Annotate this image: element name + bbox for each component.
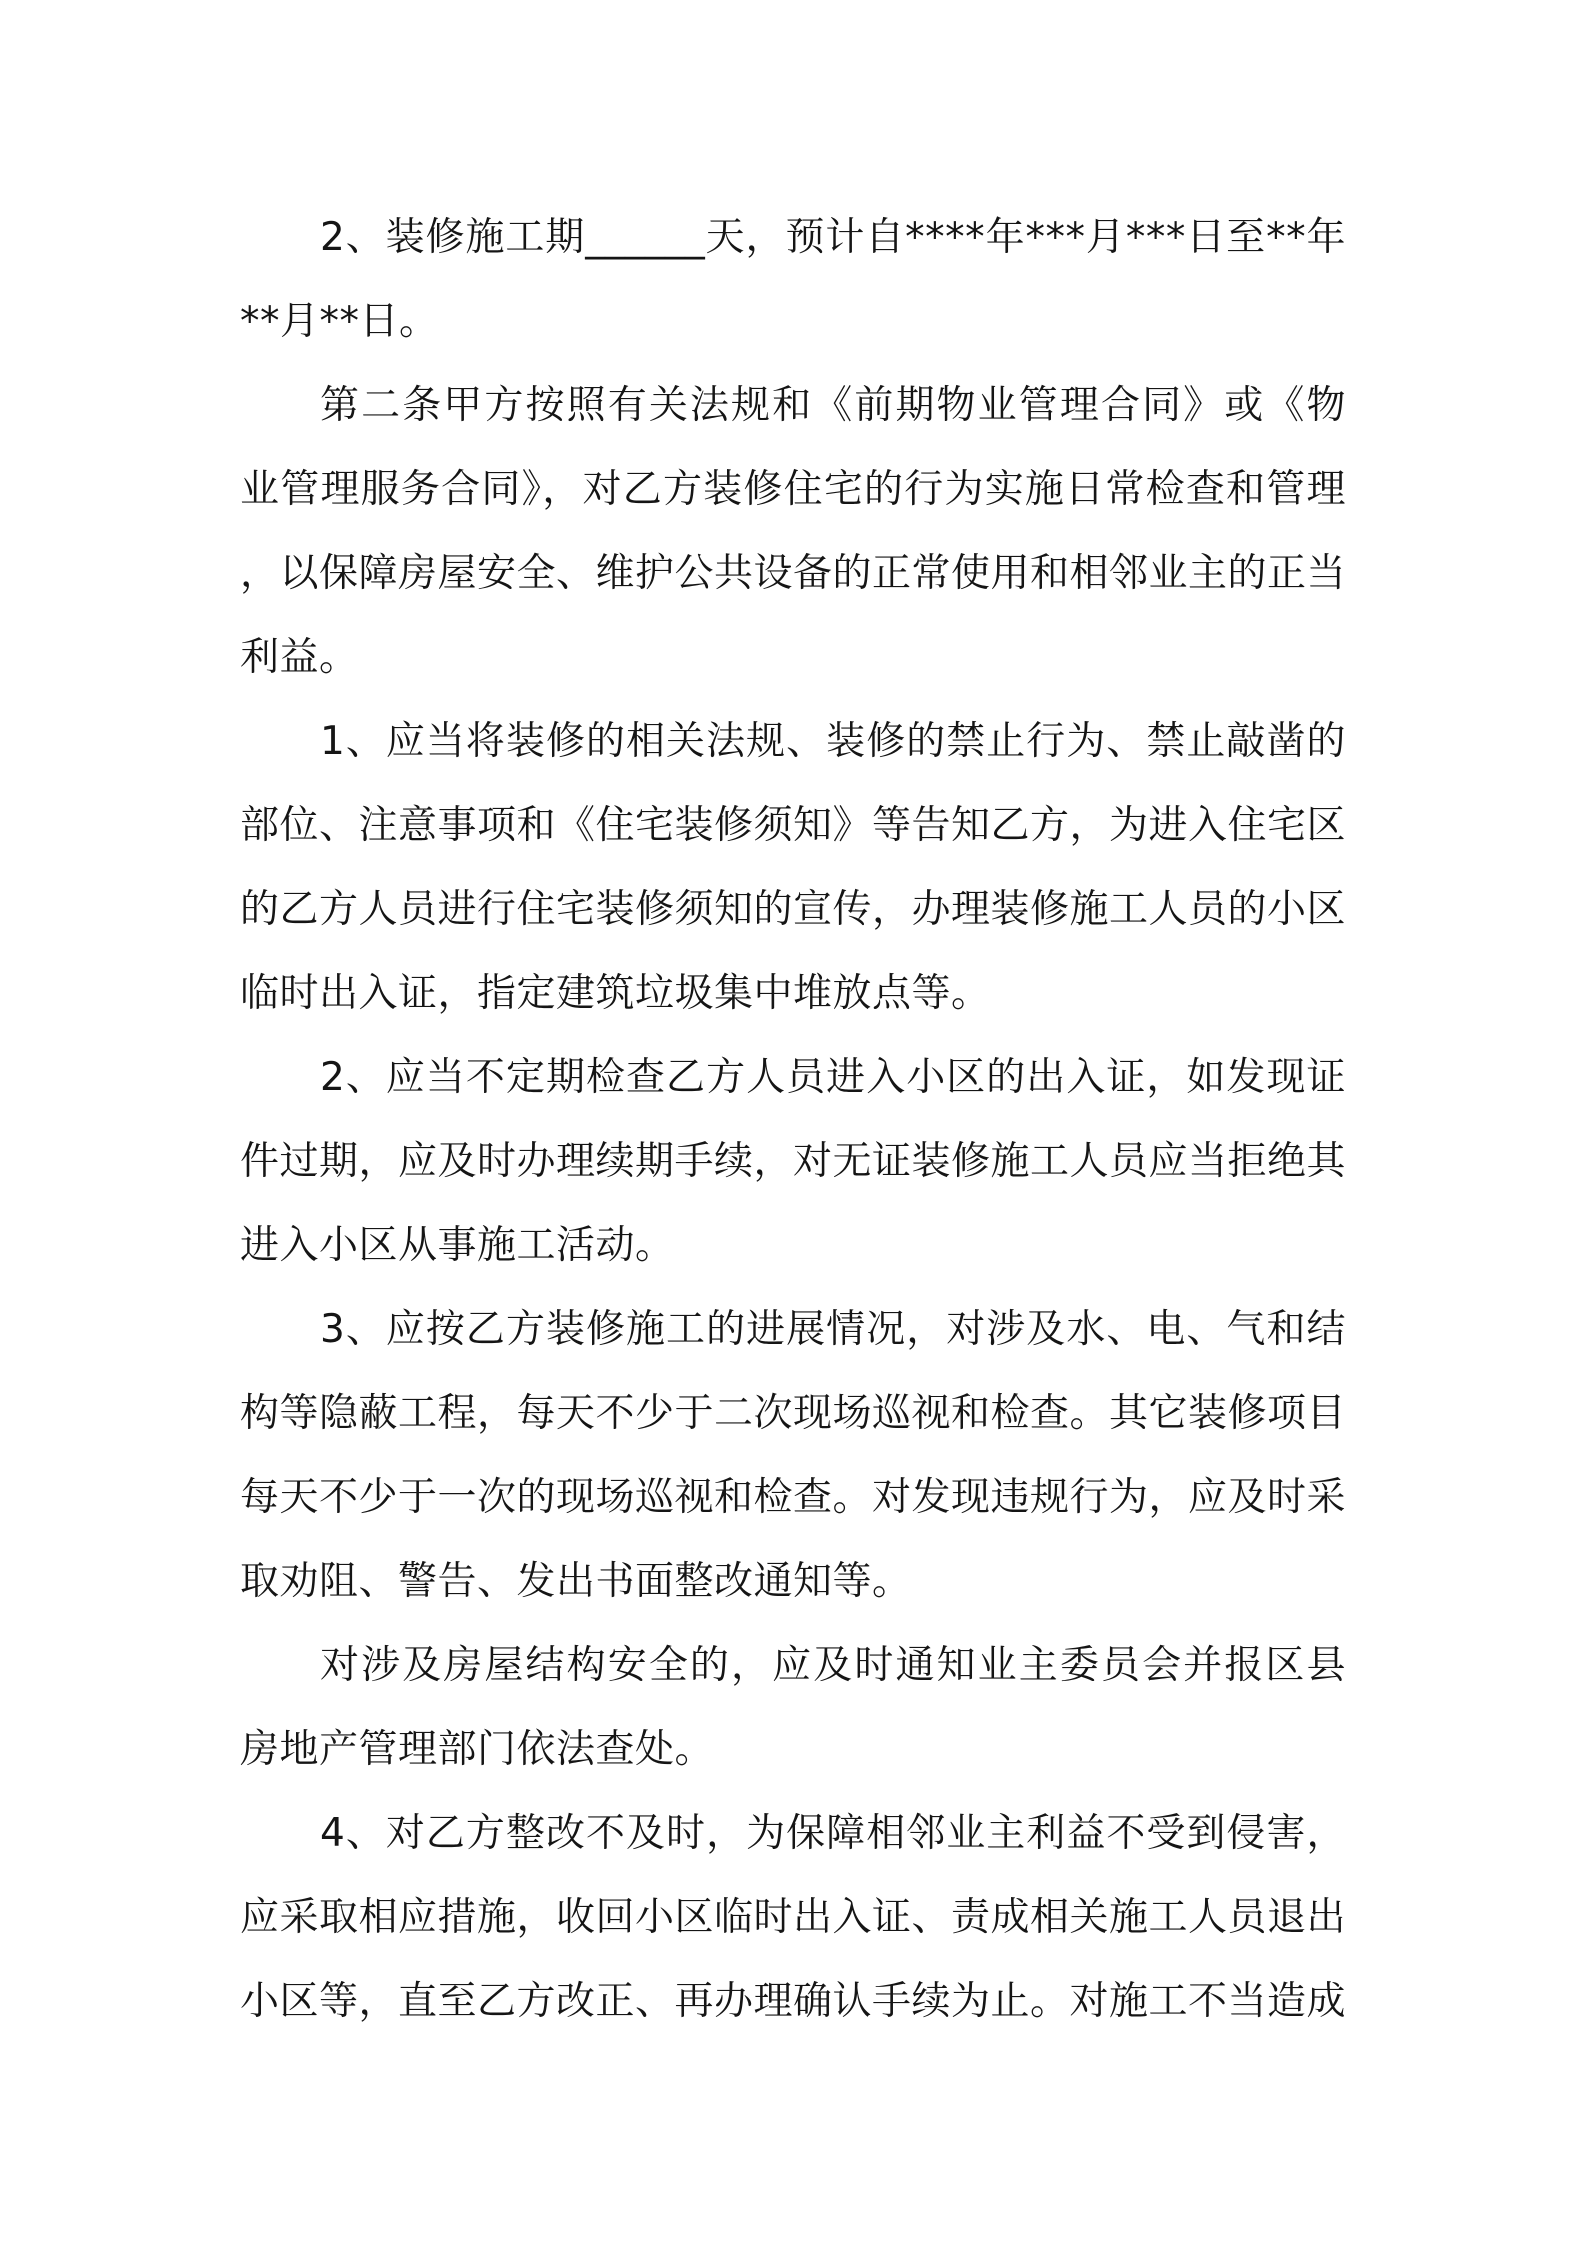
paragraph-item-2-pass-inspection: 2、应当不定期检查乙方人员进入小区的出入证，如发现证件过期，应及时办理续期手续，对无证装修施工人员应当拒绝其进入小区从事施工活动。 [240,1055,1347,1268]
paragraph-item-3-site-inspection: 3、应按乙方装修施工的进展情况，对涉及水、电、气和结构等隐蔽工程，每天不少于二次现场巡视和检查。其它装修项目每天不少于一次的现场巡视和检查。对发现违规行为，应及时采取劝阻、警告、发出书面整改通知等。 [240,1307,1347,1604]
paragraph-construction-period: 2、装修施工期______天，预计自****年***月***日至**年**月**日。 [240,215,1346,344]
paragraph-article-two: 第二条甲方按照有关法规和《前期物业管理合同》或《物业管理服务合同》，对乙方装修住宅的行为实施日常检查和管理，以保障房屋安全、维护公共设备的正常使用和相邻业主的正当利益。 [240,383,1347,680]
document-body [240,196,1346,2044]
paragraph-item-1-notification: 1、应当将装修的相关法规、装修的禁止行为、禁止敲凿的部位、注意事项和《住宅装修须知》等告知乙方，为进入住宅区的乙方人员进行住宅装修须知的宣传，办理装修施工人员的小区临时出入证，指定建筑垃圾集中堆放点等。 [240,719,1347,1016]
paragraph-structural-safety: 对涉及房屋结构安全的，应及时通知业主委员会并报区县房地产管理部门依法查处。 [240,1643,1346,1772]
paragraph-item-4-rectification: 4、对乙方整改不及时，为保障相邻业主利益不受到侵害，应采取相应措施，收回小区临时出入证、责成相关施工人员退出小区等，直至乙方改正、再办理确认手续为止。对施工不当造成 [240,1811,1347,2024]
